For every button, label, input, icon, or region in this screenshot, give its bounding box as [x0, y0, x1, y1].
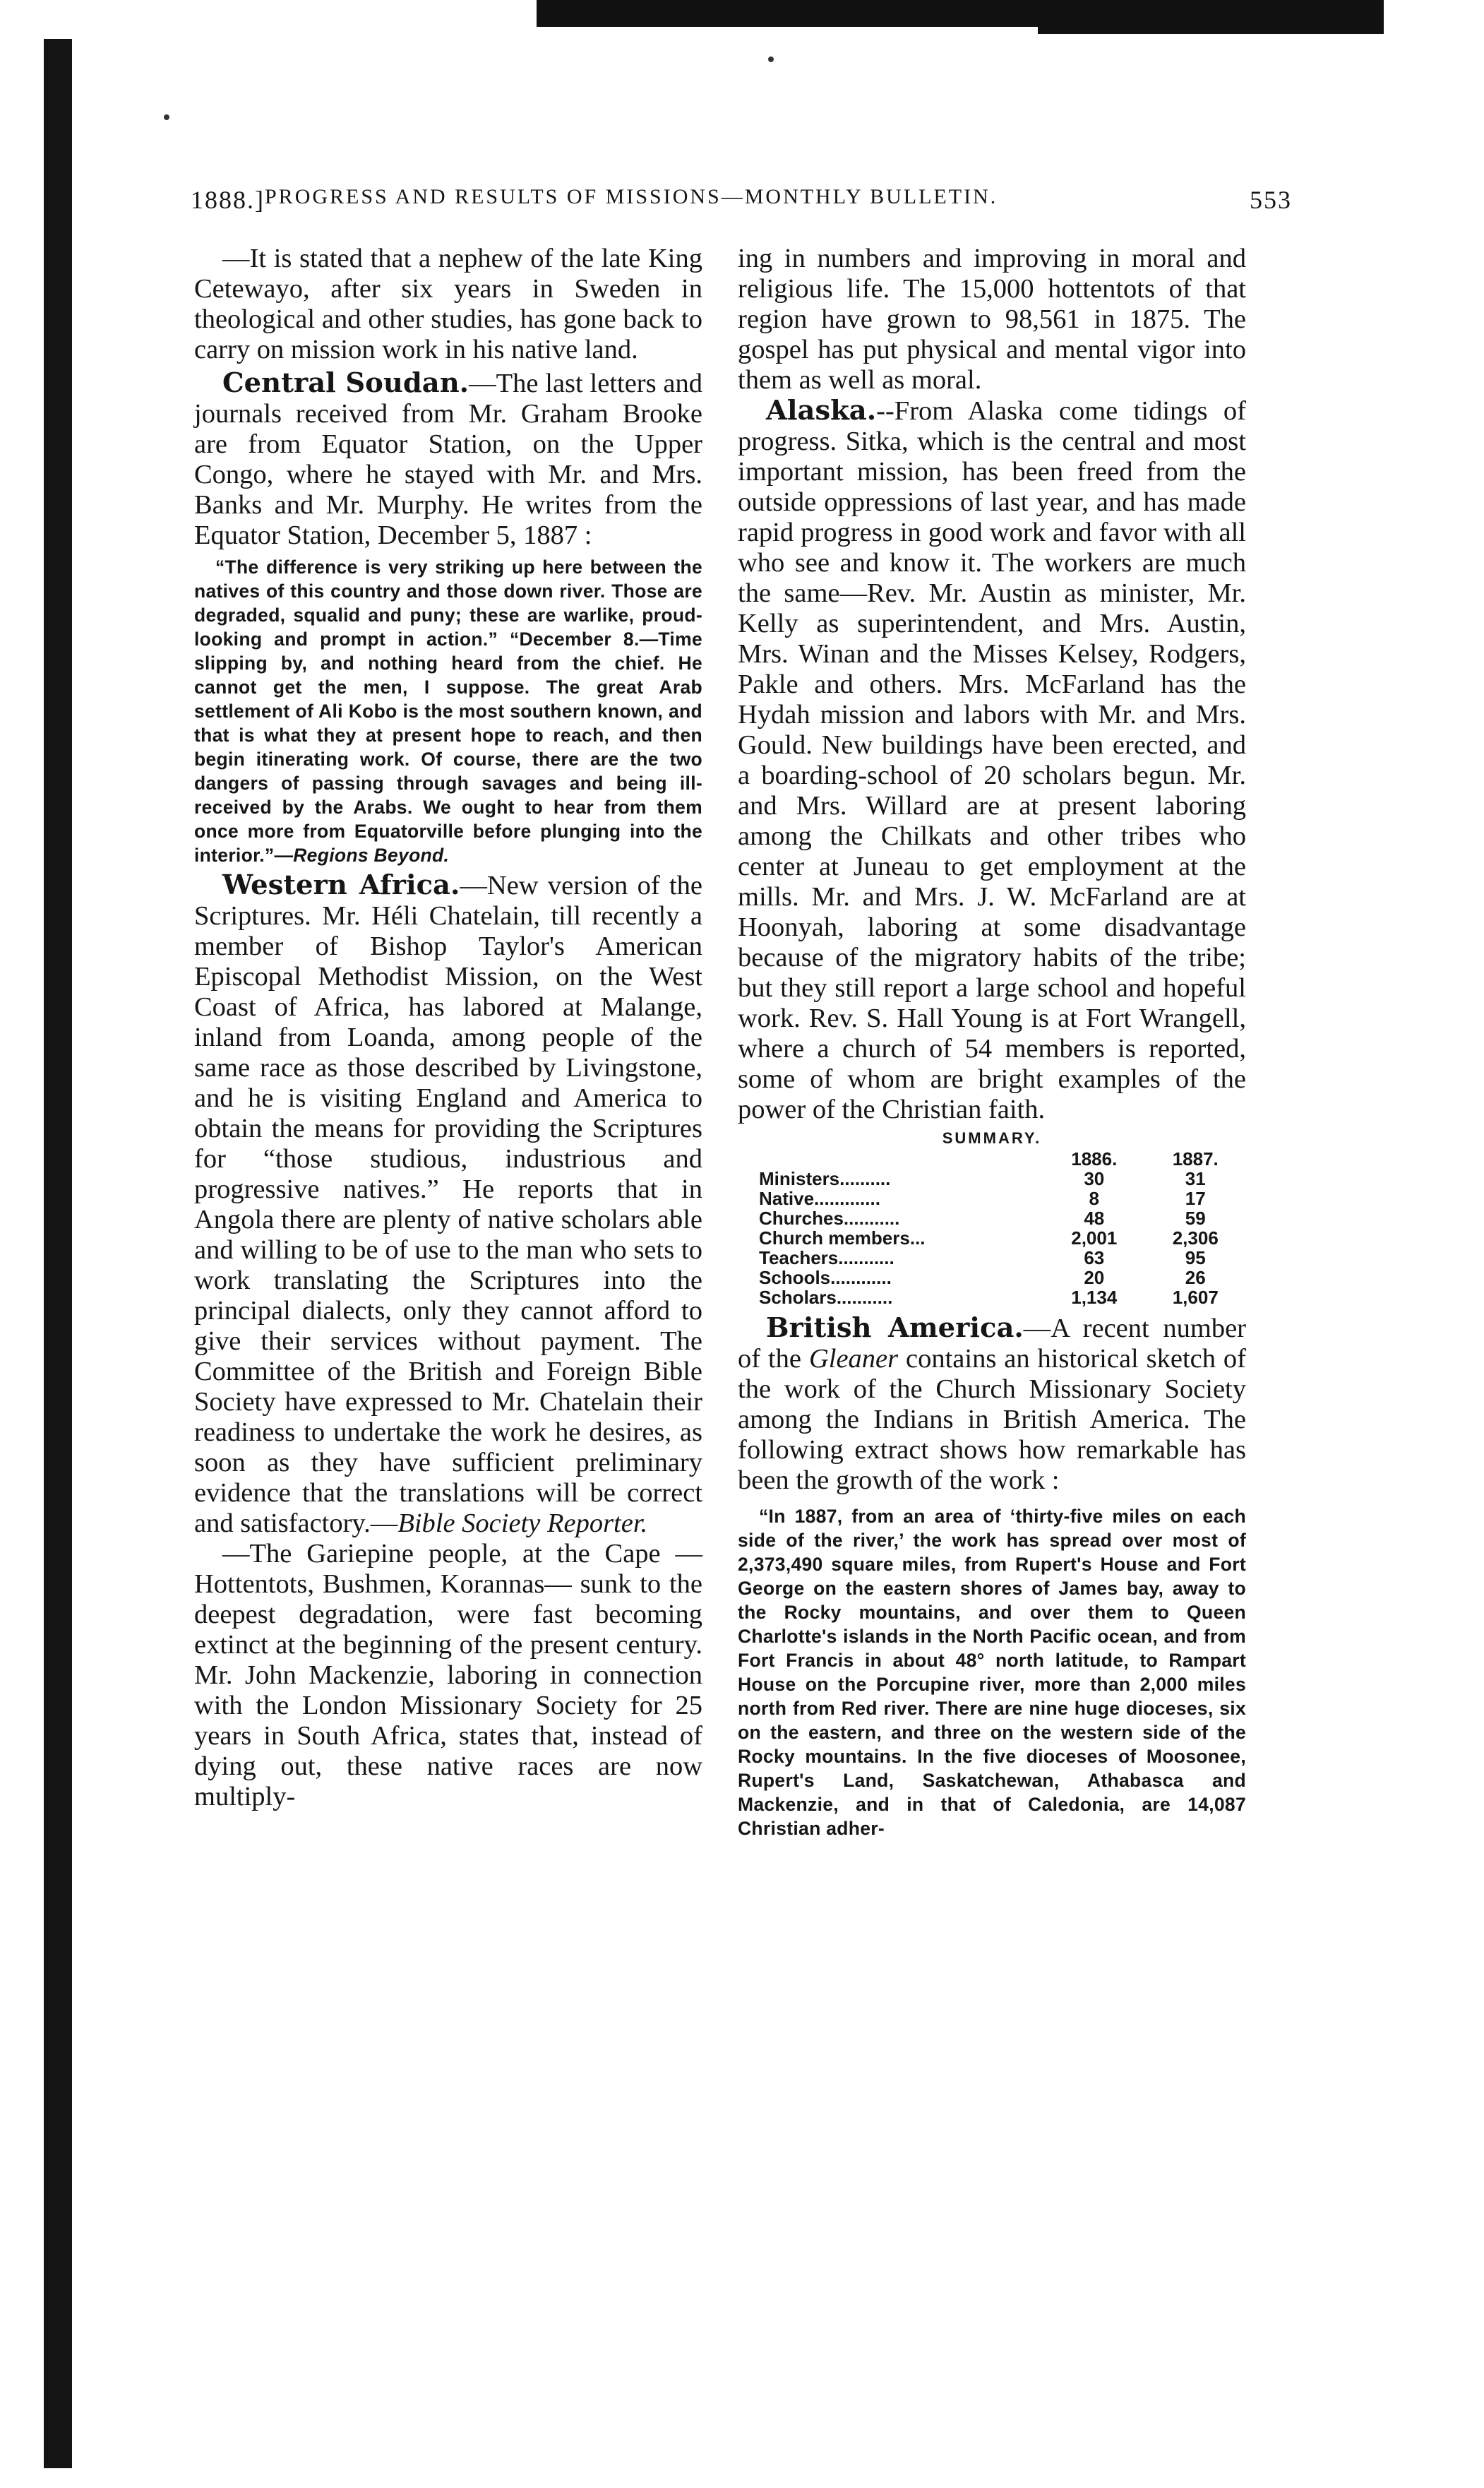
table-row	[738, 1189, 1246, 1208]
running-title: PROGRESS AND RESULTS OF MISSIONS—MONTHLY BULLETIN.	[265, 185, 998, 208]
row-value-1887: 2,306	[1172, 1227, 1219, 1249]
row-label: Schools............	[759, 1267, 892, 1288]
gariepine-paragraph: —The Gariepine people, at the Cape —Hottentots, Bushmen, Korannas— sunk to the deepest degradation, were fast becoming extinct at the beginning of the present century. Mr. John Mackenzie, laboring in connection with the London Missionary Society for 25 years in South Africa, states that, instead of dying out, these native races are now multiply-	[194, 1539, 702, 1811]
gleaner-quotation: “In 1887, from an area of ‘thirty-five miles on each side of the river,’ the work has spread over most of 2,373,490 square miles, from Rupert's House and Fort George on the eastern shores of James bay, away to the Rocky mountains, and over them to Queen Charlotte's islands in the North Pacific ocean, and from Fort Francis in about 48° north latitude, to Rampart House on the Porcupine river, more than 2,000 miles north from Red river. There are nine huge dioceses, six on the eastern, and three on the western side of the Rocky mountains. In the five dioceses of Moosonee, Rupert's Land, Saskatchewan, Athabasca and Mackenzie, and in that of Caledonia, are 14,087 Christian adher-	[738, 1506, 1246, 1839]
row-label: Ministers..........	[759, 1168, 891, 1189]
row-value-1886: 63	[1084, 1247, 1105, 1268]
row-label: Churches...........	[759, 1208, 900, 1229]
alaska-heading: Alaska.	[766, 395, 877, 427]
bible-society-credit: Bible Society Reporter.	[397, 1508, 648, 1538]
row-label: Church members...	[759, 1227, 926, 1249]
left-column	[194, 244, 702, 1812]
table-row	[738, 1248, 1246, 1268]
table-row	[738, 1208, 1246, 1228]
summary-title: SUMMARY.	[942, 1129, 1042, 1147]
row-value-1886: 30	[1084, 1168, 1105, 1189]
scan-edge-top-strip	[1038, 27, 1384, 34]
row-value-1886: 1,134	[1071, 1287, 1118, 1308]
scan-speck	[164, 114, 169, 120]
right-column	[738, 244, 1246, 1840]
central-soudan-text: —The last letters and journals received from Mr. Graham Brooke are from Equator Station, on the Upper Congo, where he stayed with Mr. and Mrs. Banks and Mr. Murphy. He writes from the Equator Station, December 5, 1887 :	[194, 369, 702, 550]
header-year: 1888.]	[191, 186, 265, 214]
western-africa-paragraph	[194, 870, 702, 1539]
page-number: 553	[1250, 186, 1292, 214]
alaska-text: --From Alaska come tidings of progress. Sitka, which is the central and most important mission, has been freed from the outside oppressions of last year, and has made rapid progress in good work and favor with all who see and know it. The workers are much the same—Rev. Mr. Austin as minister, Mr. Kelly as superintendent, and Mrs. Austin, Mrs. Winan and the Misses Kelsey, Rodgers, Pakle and others. Mrs. McFarland has the Hydah mission and labors with Mr. and Mrs. Gould. New buildings have been erected, and a boarding-school of 20 scholars begun. Mr. and Mrs. Willard are at present laboring among the Chilkats and other tribes who center at Juneau to get employment at the mills. Mr. and Mrs. J. W. McFarland are at Hoonyah, laboring at some disadvantage because of the migratory habits of the tribe; but they still report a large school and hopeful work. Rev. S. Hall Young is at Fort Wrangell, where a church of 54 members is reported, some of whom are bright examples of the power of the Christian faith.	[738, 396, 1246, 1124]
row-value-1887: 95	[1185, 1247, 1206, 1268]
row-label: Native.............	[759, 1188, 880, 1209]
gleaner-title: Gleaner	[808, 1344, 899, 1374]
british-america-text-1: —A recent number of the	[738, 1314, 1246, 1374]
central-soudan-heading: Central Soudan.	[222, 367, 469, 399]
summary-table	[738, 1149, 1246, 1307]
row-label: Scholars...........	[759, 1287, 893, 1308]
row-value-1886: 48	[1084, 1208, 1105, 1229]
central-soudan-paragraph	[194, 368, 702, 551]
table-row	[738, 1169, 1246, 1189]
hottentot-continuation: ing in numbers and improving in moral and religious life. The 15,000 hottentots of that region have grown to 98,561 in 1875. The gospel has put physical and mental vigor into them as well as moral.	[738, 244, 1246, 395]
british-america-text-2: contains an historical sketch of the work of the Church Missionary Society among the Indians in British America. The following extract shows how remarkable has been the growth of the work :	[738, 1344, 1246, 1495]
summary-header-row	[738, 1149, 1246, 1169]
summary-year-1886: 1886.	[1071, 1148, 1118, 1169]
western-africa-heading: Western Africa.	[222, 869, 460, 901]
page-header	[191, 185, 1292, 227]
scan-speck	[768, 56, 774, 62]
alaska-paragraph	[738, 395, 1246, 1125]
row-value-1887: 59	[1185, 1208, 1206, 1229]
british-america-paragraph	[738, 1313, 1246, 1496]
row-value-1886: 2,001	[1071, 1227, 1118, 1249]
row-value-1887: 1,607	[1172, 1287, 1219, 1308]
western-africa-text: —New version of the Scriptures. Mr. Héli Chatelain, till recently a member of Bishop Taylor's American Episcopal Methodist Mission, on the West Coast of Africa, has labored at Malange, inland from Loanda, among people of the same race as those described by Livingstone, and he is visiting England and America to obtain the means for providing the Scriptures for “those studious, industrious and progressive natives.” He reports that in Angola there are plenty of native scholars able and willing to be of use to the man who sets to work translating the Scriptures into the principal dialects, only they cannot afford to give their services without payment. The Committee of the British and Foreign Bible Society have expressed to Mr. Chatelain their readiness to undertake the work he desires, as soon as they have sufficient preliminary evidence that the translations will be correct and satisfactory.—	[194, 871, 703, 1538]
row-label: Teachers...........	[759, 1247, 894, 1268]
summary-year-1887: 1887.	[1172, 1148, 1219, 1169]
table-row	[738, 1287, 1246, 1307]
row-value-1886: 20	[1084, 1267, 1105, 1288]
scan-edge-left	[44, 39, 72, 2468]
row-value-1886: 8	[1089, 1188, 1100, 1209]
scan-edge-top	[537, 0, 1384, 27]
british-america-heading: British America.	[766, 1312, 1024, 1344]
row-value-1887: 26	[1185, 1267, 1206, 1288]
brooke-quotation-text: “The difference is very striking up here between the natives of this country and those down river. Those are degraded, squalid and puny; these are warlike, proud-looking and prompt in action.” “December 8.—Time slipping by, and nothing heard from the chief. He cannot get the men, I suppose. The great Arab settlement of Ali Kobo is the most southern known, and that is what they at present hope to reach, and then begin itinerating work. Of course, there are the two dangers of passing through savages and being ill-received by the Arabs. We ought to hear from them once more from Equatorville before plunging into the interior.”—	[194, 556, 702, 866]
table-row	[738, 1268, 1246, 1287]
regions-beyond-credit: Regions Beyond.	[293, 845, 450, 866]
table-row	[738, 1228, 1246, 1248]
row-value-1887: 31	[1185, 1168, 1206, 1189]
brooke-quotation	[194, 555, 702, 867]
row-value-1887: 17	[1185, 1188, 1206, 1209]
cetewayo-paragraph: —It is stated that a nephew of the late King Cetewayo, after six years in Sweden in theological and other studies, has gone back to carry on mission work in his native land.	[194, 244, 702, 364]
